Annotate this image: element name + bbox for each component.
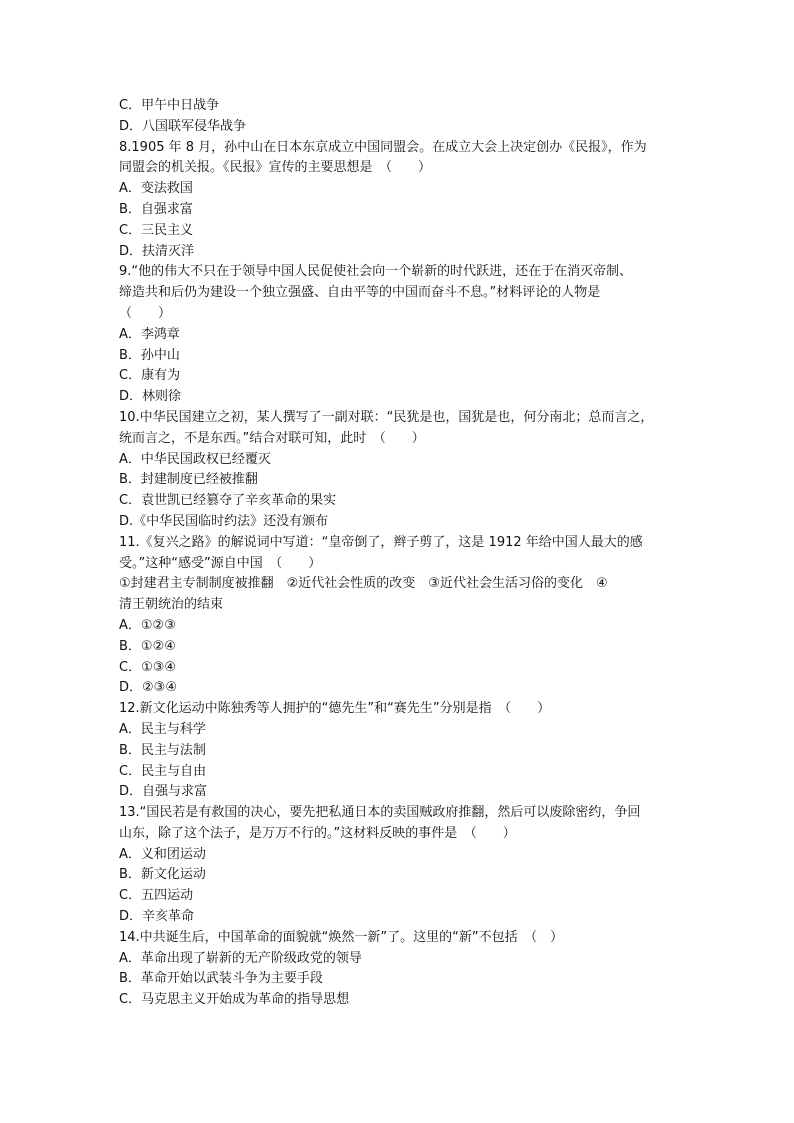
option-a: A．革命出现了崭新的无产阶级政党的领导 [119,950,362,966]
question-13-stem: 13.“国民若是有救国的决心，要先把私通日本的卖国贼政府推翻，然后可以废除密约，争回 [119,805,641,821]
question-8-stem: 8.1905 年 8 月，孙中山在日本东京成立中国同盟会。在成立大会上决定创办《民报》，作为 [119,139,647,155]
option-d: D．八国联军侵华战争 [119,118,247,134]
option-d: D．②③④ [119,680,177,696]
question-13-stem: 山东，除了这个法子，是万万不行的。”这材料反映的事件是 （ ） [119,825,516,841]
question-9-stem: 9.“他的伟大不只在于领导中国人民促使社会向一个崭新的时代跃进，还在于在消灭帝制、 [119,264,633,280]
question-11-statements: 清王朝统治的结束 [119,597,224,613]
option-a: A．民主与科学 [119,721,206,737]
option-a: A．①②③ [119,617,176,633]
option-b: B．自强求富 [119,201,193,217]
question-11-statements: ①封建君主专制制度被推翻 ②近代社会性质的改变 ③近代社会生活习俗的变化 ④ [119,576,608,592]
question-8-stem: 同盟会的机关报。《民报》宣传的主要思想是 （ ） [119,160,432,176]
option-c: C．康有为 [119,368,181,384]
option-a: A．李鸿章 [119,326,180,342]
option-b: B．孙中山 [119,347,180,363]
question-11-stem: 受。”这种“感受”源自中国 （ ） [119,555,322,571]
option-d: D．林则徐 [119,389,182,405]
option-d: D．扶清灭洋 [119,243,195,259]
option-a: A．义和团运动 [119,846,206,862]
option-a: A．中华民国政权已经覆灭 [119,451,271,467]
option-d: D．自强与求富 [119,784,208,800]
option-c: C．三民主义 [119,222,194,238]
question-9-stem: 缔造共和后仍为建设一个独立强盛、自由平等的中国而奋斗不息。”材料评论的人物是 [119,285,601,301]
option-c: C．马克思主义开始成为革命的指导思想 [119,992,350,1008]
option-c: C．①③④ [119,659,177,675]
option-c: C．民主与自由 [119,763,207,779]
option-b: B．革命开始以武装斗争为主要手段 [119,971,323,987]
option-c: C．五四运动 [119,888,194,904]
question-10-stem: 10.中华民国建立之初，某人撰写了一副对联：“民犹是也，国犹是也，何分南北；总而言之， [119,409,654,425]
option-a: A．变法救国 [119,181,193,197]
option-b: B．①②④ [119,638,176,654]
question-12-stem: 12.新文化运动中陈独秀等人拥护的“德先生”和“赛先生”分别是指 （ ） [119,701,551,717]
question-text [119,96,679,1011]
option-b: B．民主与法制 [119,742,206,758]
option-d: D．辛亥革命 [119,909,195,925]
option-c: C．袁世凯已经篡夺了辛亥革命的果实 [119,493,337,509]
answer-blank: （ ） [119,305,172,321]
question-14-stem: 14.中共诞生后，中国革命的面貌就“焕然一新”了。这里的“新”不包括 （ ） [119,929,564,945]
option-b: B．封建制度已经被推翻 [119,472,258,488]
option-b: B．新文化运动 [119,867,206,883]
option-d: D.《中华民国临时约法》还没有颁布 [119,513,329,529]
question-11-stem: 11.《复兴之路》的解说词中写道：“皇帝倒了，辫子剪了，这是 1912 年给中国人最大的感 [119,534,643,550]
option-c: C．甲午中日战争 [119,98,220,113]
question-10-stem: 统而言之，不是东西。”结合对联可知，此时 （ ） [119,430,425,446]
